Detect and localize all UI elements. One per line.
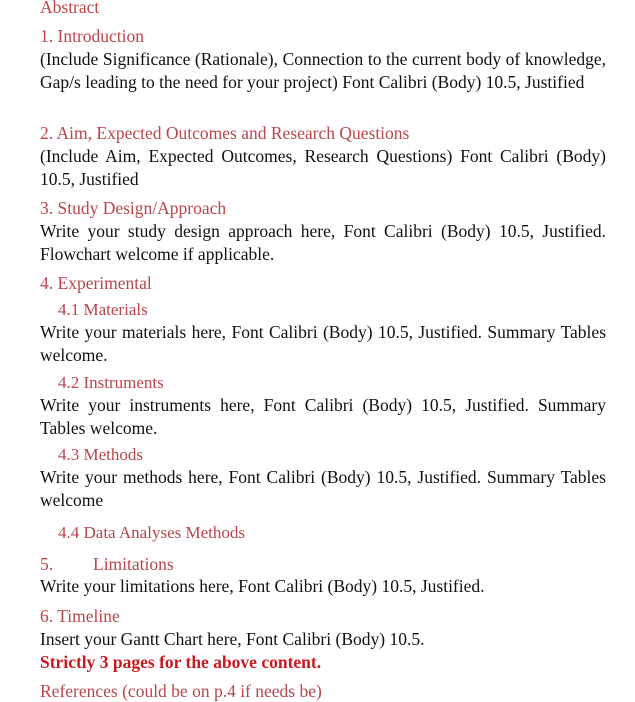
study-design-body: Write your study design approach here, Font Calibri (Body) 10.5, Justified. Flowchart welcome if applicable. (40, 221, 606, 264)
limitations-number: 5. (40, 554, 54, 574)
materials-subheading: 4.1 Materials (58, 300, 148, 319)
limitations-title: Limitations (93, 554, 174, 574)
introduction-heading: 1. Introduction (40, 26, 145, 46)
study-design-heading: 3. Study Design/Approach (40, 198, 227, 218)
aims-heading: 2. Aim, Expected Outcomes and Research Questions (40, 123, 410, 143)
timeline-body: Insert your Gantt Chart here, Font Calibri (Body) 10.5. (40, 629, 425, 649)
aims-body: (Include Aim, Expected Outcomes, Research Questions) Font Calibri (Body) 10.5, Justified (40, 146, 606, 189)
references-heading: References (could be on p.4 if needs be) (40, 681, 322, 701)
methods-subheading: 4.3 Methods (58, 445, 143, 464)
instruments-body: Write your instruments here, Font Calibri (Body) 10.5, Justified. Summary Tables welcome. (40, 395, 606, 438)
materials-body: Write your materials here, Font Calibri (Body) 10.5, Justified. Summary Tables welcome. (40, 322, 606, 365)
methods-body: Write your methods here, Font Calibri (Body) 10.5, Justified. Summary Tables welcome (40, 467, 606, 510)
instruments-subheading: 4.2 Instruments (58, 373, 164, 392)
data-analyses-subheading: 4.4 Data Analyses Methods (58, 523, 245, 542)
limitations-body: Write your limitations here, Font Calibri (Body) 10.5, Justified. (40, 576, 485, 596)
page-limit-note: Strictly 3 pages for the above content. (40, 652, 322, 672)
timeline-heading: 6. Timeline (40, 606, 120, 626)
abstract-heading: Abstract (40, 0, 100, 17)
introduction-body: (Include Significance (Rationale), Connection to the current body of knowledge, Gap/s leading to the need for your project) Font Calibri (Body) 10.5, Justified (40, 49, 606, 92)
limitations-heading (40, 553, 174, 575)
experimental-heading: 4. Experimental (40, 273, 152, 293)
